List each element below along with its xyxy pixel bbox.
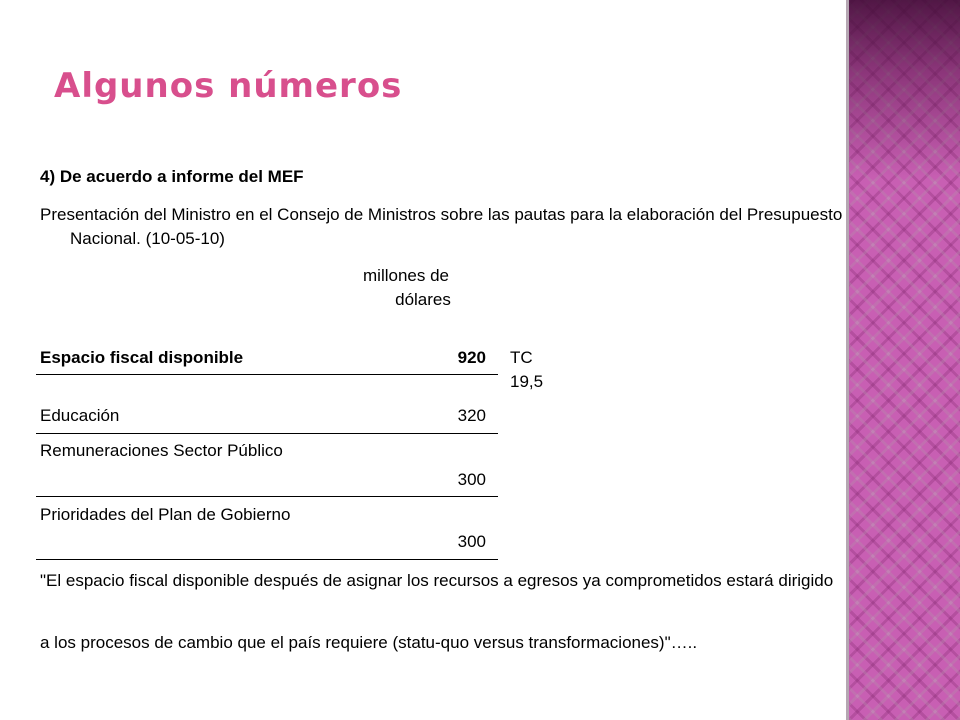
- table-row-value: 920: [457, 348, 486, 367]
- table-divider: [36, 496, 498, 497]
- table-row-label: Prioridades del Plan de Gobierno: [40, 505, 291, 524]
- table-row-label: Educación: [40, 406, 120, 425]
- intro-heading: 4) De acuerdo a informe del MEF: [40, 167, 304, 186]
- table-row-value: 300: [457, 470, 486, 489]
- quote-line2: a los procesos de cambio que el país requiere (statu-quo versus transformaciones)"…..: [40, 633, 698, 652]
- quote-line1: "El espacio fiscal disponible después de asignar los recursos a egresos ya comprometidos estará dirigido: [40, 571, 834, 590]
- side-panel-shade: [848, 0, 960, 720]
- table-row-value: 300: [457, 532, 486, 551]
- table-row-label: Espacio fiscal disponible: [40, 348, 244, 367]
- table-row-label: Remuneraciones Sector Público: [40, 441, 283, 460]
- table-divider: [36, 433, 498, 434]
- exchange-rate-note: TC 19,5: [510, 348, 544, 391]
- table-divider: [36, 559, 498, 560]
- unit-header-line1: millones de: [363, 266, 449, 285]
- table-divider: [36, 374, 498, 375]
- side-panel-divider: [846, 0, 849, 720]
- table-row-value: 320: [457, 406, 486, 425]
- intro-paragraph: Presentación del Ministro en el Consejo de Ministros sobre las pautas para la elaboración del Presupuesto Nacional. (10-05-10): [40, 205, 843, 248]
- slide-title: Algunos números: [54, 66, 403, 106]
- unit-header-line2: dólares: [395, 290, 451, 309]
- unit-header: [316, 264, 496, 312]
